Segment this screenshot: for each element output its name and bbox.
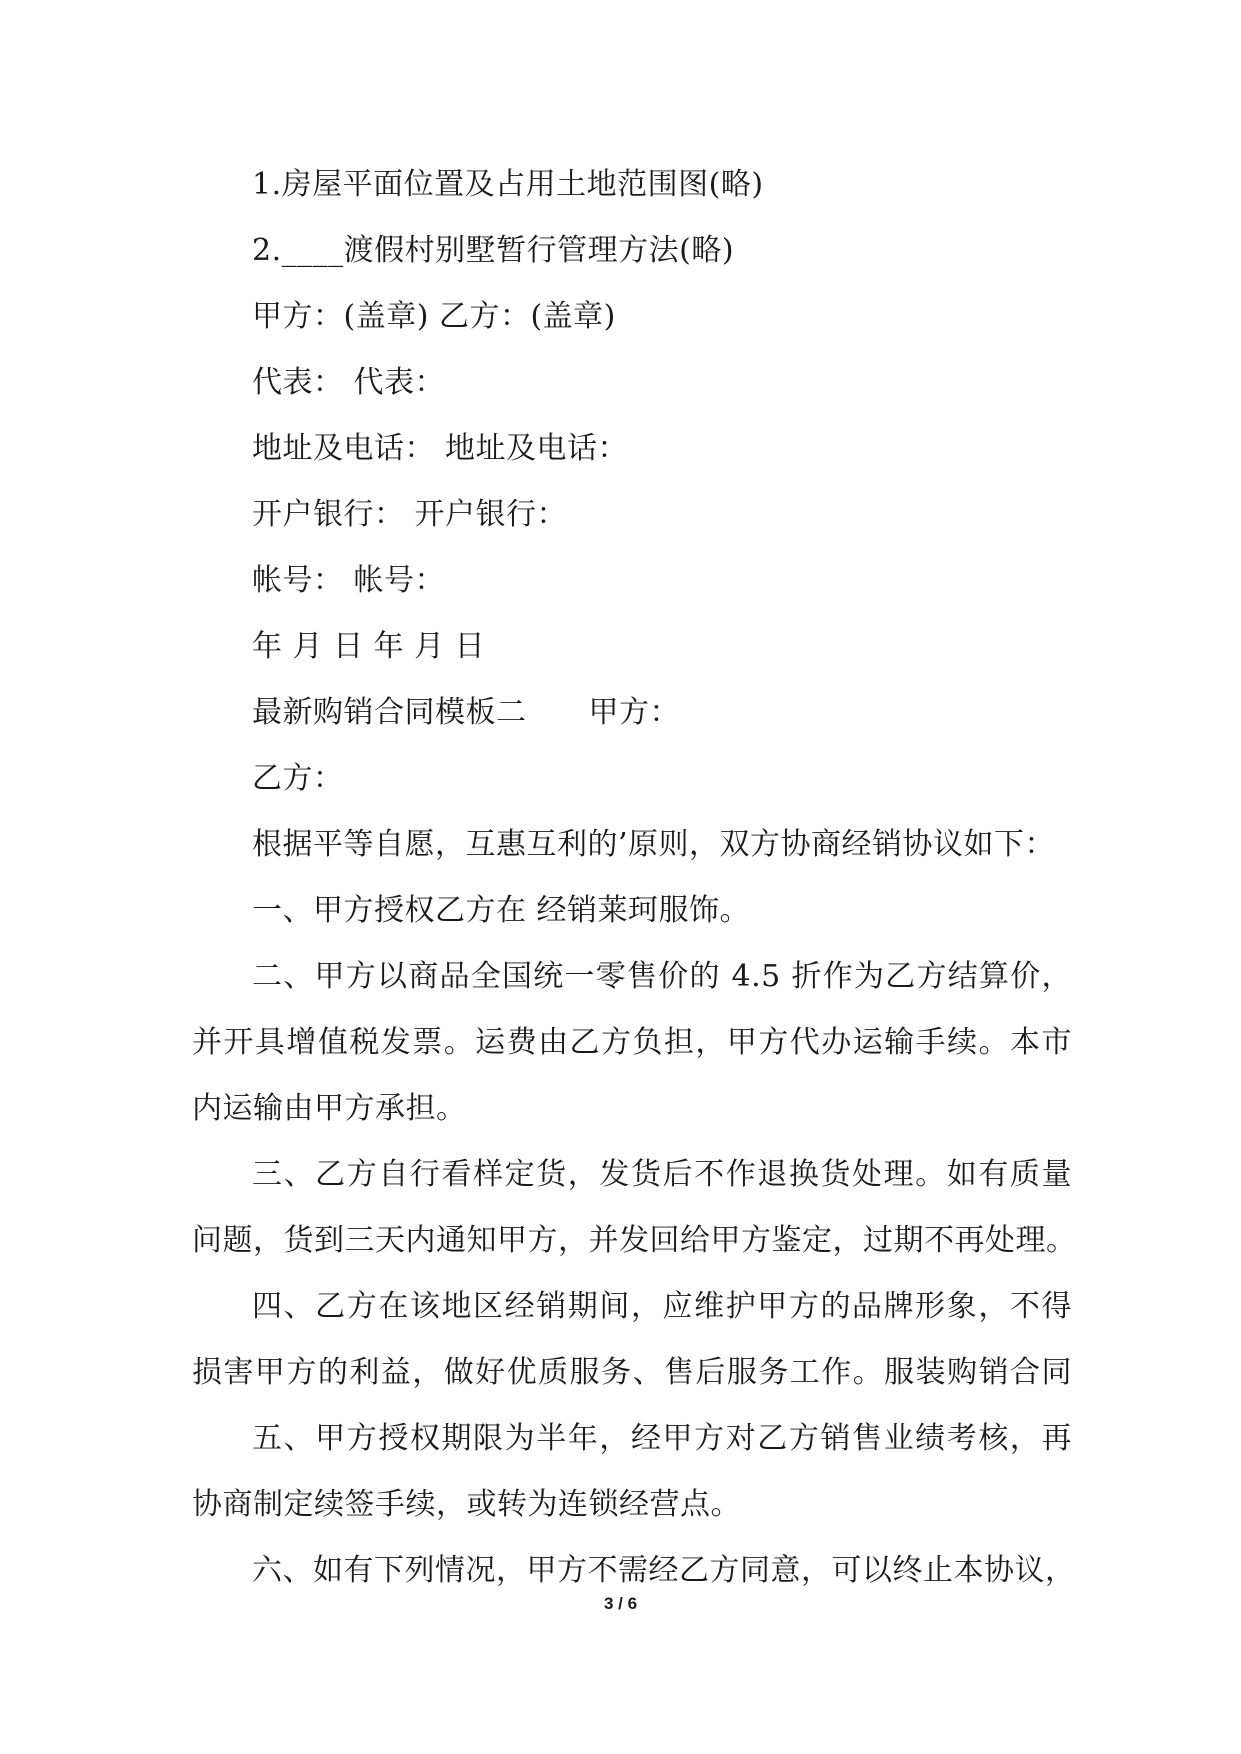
clause-5-line-1: 五、甲方授权期限为半年，经甲方对乙方销售业绩考核，再 xyxy=(252,1421,1072,1456)
preamble-line: 根据平等自愿，互惠互利的’原则，双方协商经销协议如下： xyxy=(252,827,1056,862)
party-b-line: 乙方： xyxy=(252,761,344,796)
clause-1-line: 一、甲方授权乙方在 经销莱珂服饰。 xyxy=(252,893,751,928)
template-title: 最新购销合同模板二 xyxy=(252,695,527,730)
clause-5-line-2: 协商制定续签手续，或转为连锁经营点。 xyxy=(192,1487,741,1522)
clause-4-line-1: 四、乙方在该地区经销期间，应维护甲方的品牌形象，不得 xyxy=(252,1289,1072,1324)
page-number: 3 / 6 xyxy=(603,1594,638,1613)
clause-2-line-2: 并开具增值税发票。运费由乙方负担，甲方代办运输手续。本市 xyxy=(192,1025,1072,1060)
attachment-1-line: 1.房屋平面位置及占用土地范围图(略) xyxy=(252,167,764,202)
clause-3-line-2: 问题，货到三天内通知甲方，并发回给甲方鉴定，过期不再处理。 xyxy=(192,1223,1077,1258)
attachment-2-line: 2.____渡假村别墅暂行管理方法(略) xyxy=(252,233,735,268)
account-line: 帐号： 帐号： xyxy=(252,563,446,598)
template-heading-line xyxy=(252,680,1132,746)
party-a-label: 甲方： xyxy=(588,695,680,730)
clause-2-line-1: 二、甲方以商品全国统一零售价的 4.5 折作为乙方结算价， xyxy=(252,959,1072,994)
date-line: 年 月 日 年 月 日 xyxy=(252,629,486,664)
representative-line: 代表： 代表： xyxy=(252,365,446,400)
clause-2-line-3: 内运输由甲方承担。 xyxy=(192,1091,467,1126)
address-phone-line: 地址及电话： 地址及电话： xyxy=(252,431,629,466)
clause-3-line-1: 三、乙方自行看样定货，发货后不作退换货处理。如有质量 xyxy=(252,1157,1072,1192)
bank-line: 开户银行： 开户银行： xyxy=(252,497,568,532)
signature-seal-line: 甲方：(盖章) 乙方：(盖章) xyxy=(252,299,616,334)
clause-4-line-2: 损害甲方的利益，做好优质服务、售后服务工作。服装购销合同 xyxy=(192,1355,1072,1390)
clause-6-line-1: 六、如有下列情况，甲方不需经乙方同意，可以终止本协议， xyxy=(252,1553,1076,1588)
